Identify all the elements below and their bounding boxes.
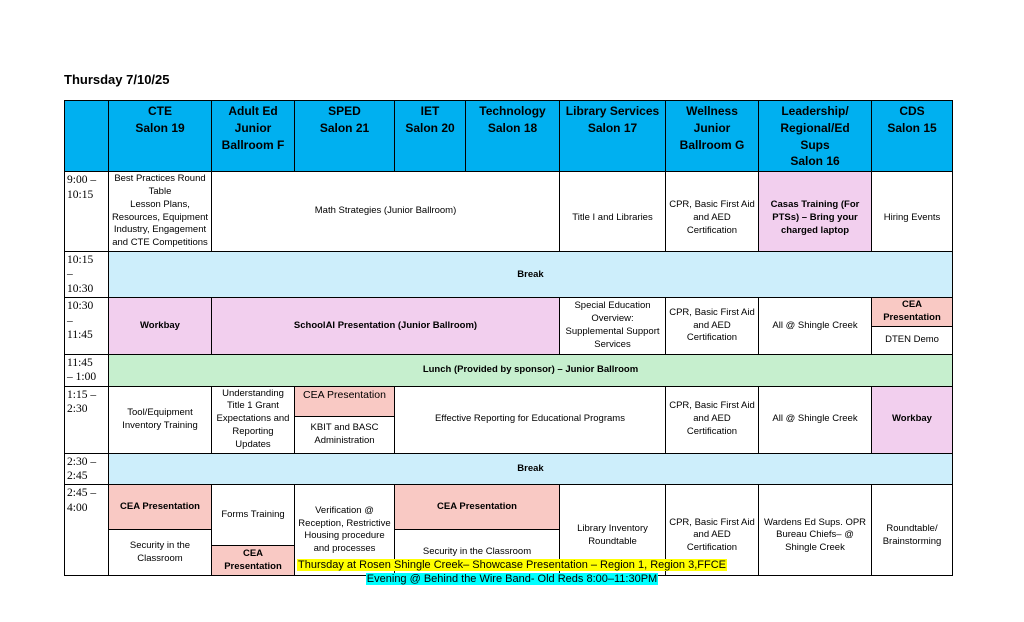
session-hiring-events: Hiring Events	[872, 172, 953, 252]
header-leadership: Leadership/ Regional/Ed Sups Salon 16	[759, 101, 872, 172]
break-afternoon: Break	[109, 453, 953, 485]
session-schoolai: SchoolAI Presentation (Junior Ballroom)	[212, 298, 560, 355]
session-verification-reception: Verification @ Reception, Restrictive Housing procedure and processes	[295, 485, 395, 576]
row-900	[65, 172, 953, 252]
time-cell: 1:15 – 2:30	[65, 386, 109, 453]
session-effective-reporting: Effective Reporting for Educational Programs	[395, 386, 666, 453]
session-security-classroom-cte: Security in the Classroom	[109, 530, 212, 576]
header-cds: CDS Salon 15	[872, 101, 953, 172]
time-cell: 10:15 – 10:30	[65, 252, 109, 298]
footer-line-1	[0, 559, 1024, 571]
footer-line-2-text: Evening @ Behind the Wire Band- Old Reds 8:00–11:30PM	[366, 573, 658, 585]
session-cea-presentation-cds: CEA Presentation	[872, 298, 953, 327]
header-wellness: Wellness Junior Ballroom G	[666, 101, 759, 172]
row-245	[65, 485, 953, 530]
session-cpr-2: CPR, Basic First Aid and AED Certification	[666, 298, 759, 355]
header-adult-ed: Adult Ed Junior Ballroom F	[212, 101, 295, 172]
session-workbay-1: Workbay	[109, 298, 212, 355]
session-cpr-1: CPR, Basic First Aid and AED Certification	[666, 172, 759, 252]
row-1015	[65, 252, 953, 298]
corner-cell	[65, 101, 109, 172]
header-technology: Technology Salon 18	[466, 101, 560, 172]
session-title-1-grant: Understanding Title 1 Grant Expectations and Reporting Updates	[212, 386, 295, 453]
session-cea-presentation-adult-ed: CEA Presentation	[212, 546, 295, 576]
session-special-education-overview: Special Education Overview: Supplemental Support Services	[560, 298, 666, 355]
session-cea-presentation-iet: CEA Presentation	[395, 485, 560, 530]
session-all-shingle-creek-2: All @ Shingle Creek	[759, 386, 872, 453]
footer-line-2	[0, 573, 1024, 585]
time-cell: 2:30 – 2:45	[65, 453, 109, 485]
session-dten-demo: DTEN Demo	[872, 326, 953, 354]
row-1145	[65, 354, 953, 386]
header-row	[65, 101, 953, 172]
time-cell: 11:45 – 1:00	[65, 354, 109, 386]
session-wardens-ed-sups: Wardens Ed Sups. OPR Bureau Chiefs– @ Shingle Creek	[759, 485, 872, 576]
header-iet: IET Salon 20	[395, 101, 466, 172]
session-library-inventory: Library Inventory Roundtable	[560, 485, 666, 576]
session-roundtable: Roundtable/ Brainstorming	[872, 485, 953, 576]
page-title: Thursday 7/10/25	[64, 72, 170, 87]
session-casas-training: Casas Training (For PTSs) – Bring your charged laptop	[759, 172, 872, 252]
lunch: Lunch (Provided by sponsor) – Junior Ballroom	[109, 354, 953, 386]
session-math-strategies: Math Strategies (Junior Ballroom)	[212, 172, 560, 252]
row-1030	[65, 298, 953, 327]
time-cell: 9:00 – 10:15	[65, 172, 109, 252]
session-security-classroom-iet: Security in the Classroom	[395, 530, 560, 576]
row-230	[65, 453, 953, 485]
session-cpr-3: CPR, Basic First Aid and AED Certification	[666, 386, 759, 453]
row-115	[65, 386, 953, 416]
session-all-shingle-creek-1: All @ Shingle Creek	[759, 298, 872, 355]
time-cell: 2:45 – 4:00	[65, 485, 109, 576]
session-cte-best-practices: Best Practices Round Table Lesson Plans, Resources, Equipment Industry, Engagement and CTE Competitions	[109, 172, 212, 252]
schedule-table	[64, 100, 953, 576]
session-forms-training: Forms Training	[212, 485, 295, 546]
footer-line-1-text: Thursday at Rosen Shingle Creek– Showcase Presentation – Region 1, Region 3,FFCE	[297, 559, 726, 571]
session-tool-equipment: Tool/Equipment Inventory Training	[109, 386, 212, 453]
header-library: Library Services Salon 17	[560, 101, 666, 172]
header-cte: CTE Salon 19	[109, 101, 212, 172]
session-title-i-libraries: Title I and Libraries	[560, 172, 666, 252]
session-cpr-4: CPR, Basic First Aid and AED Certification	[666, 485, 759, 576]
session-workbay-2: Workbay	[872, 386, 953, 453]
time-cell: 10:30 – 11:45	[65, 298, 109, 355]
session-cea-presentation-sped: CEA Presentation	[295, 386, 395, 416]
break-morning: Break	[109, 252, 953, 298]
session-cea-presentation-cte: CEA Presentation	[109, 485, 212, 530]
session-kbit-basc: KBIT and BASC Administration	[295, 416, 395, 453]
header-sped: SPED Salon 21	[295, 101, 395, 172]
